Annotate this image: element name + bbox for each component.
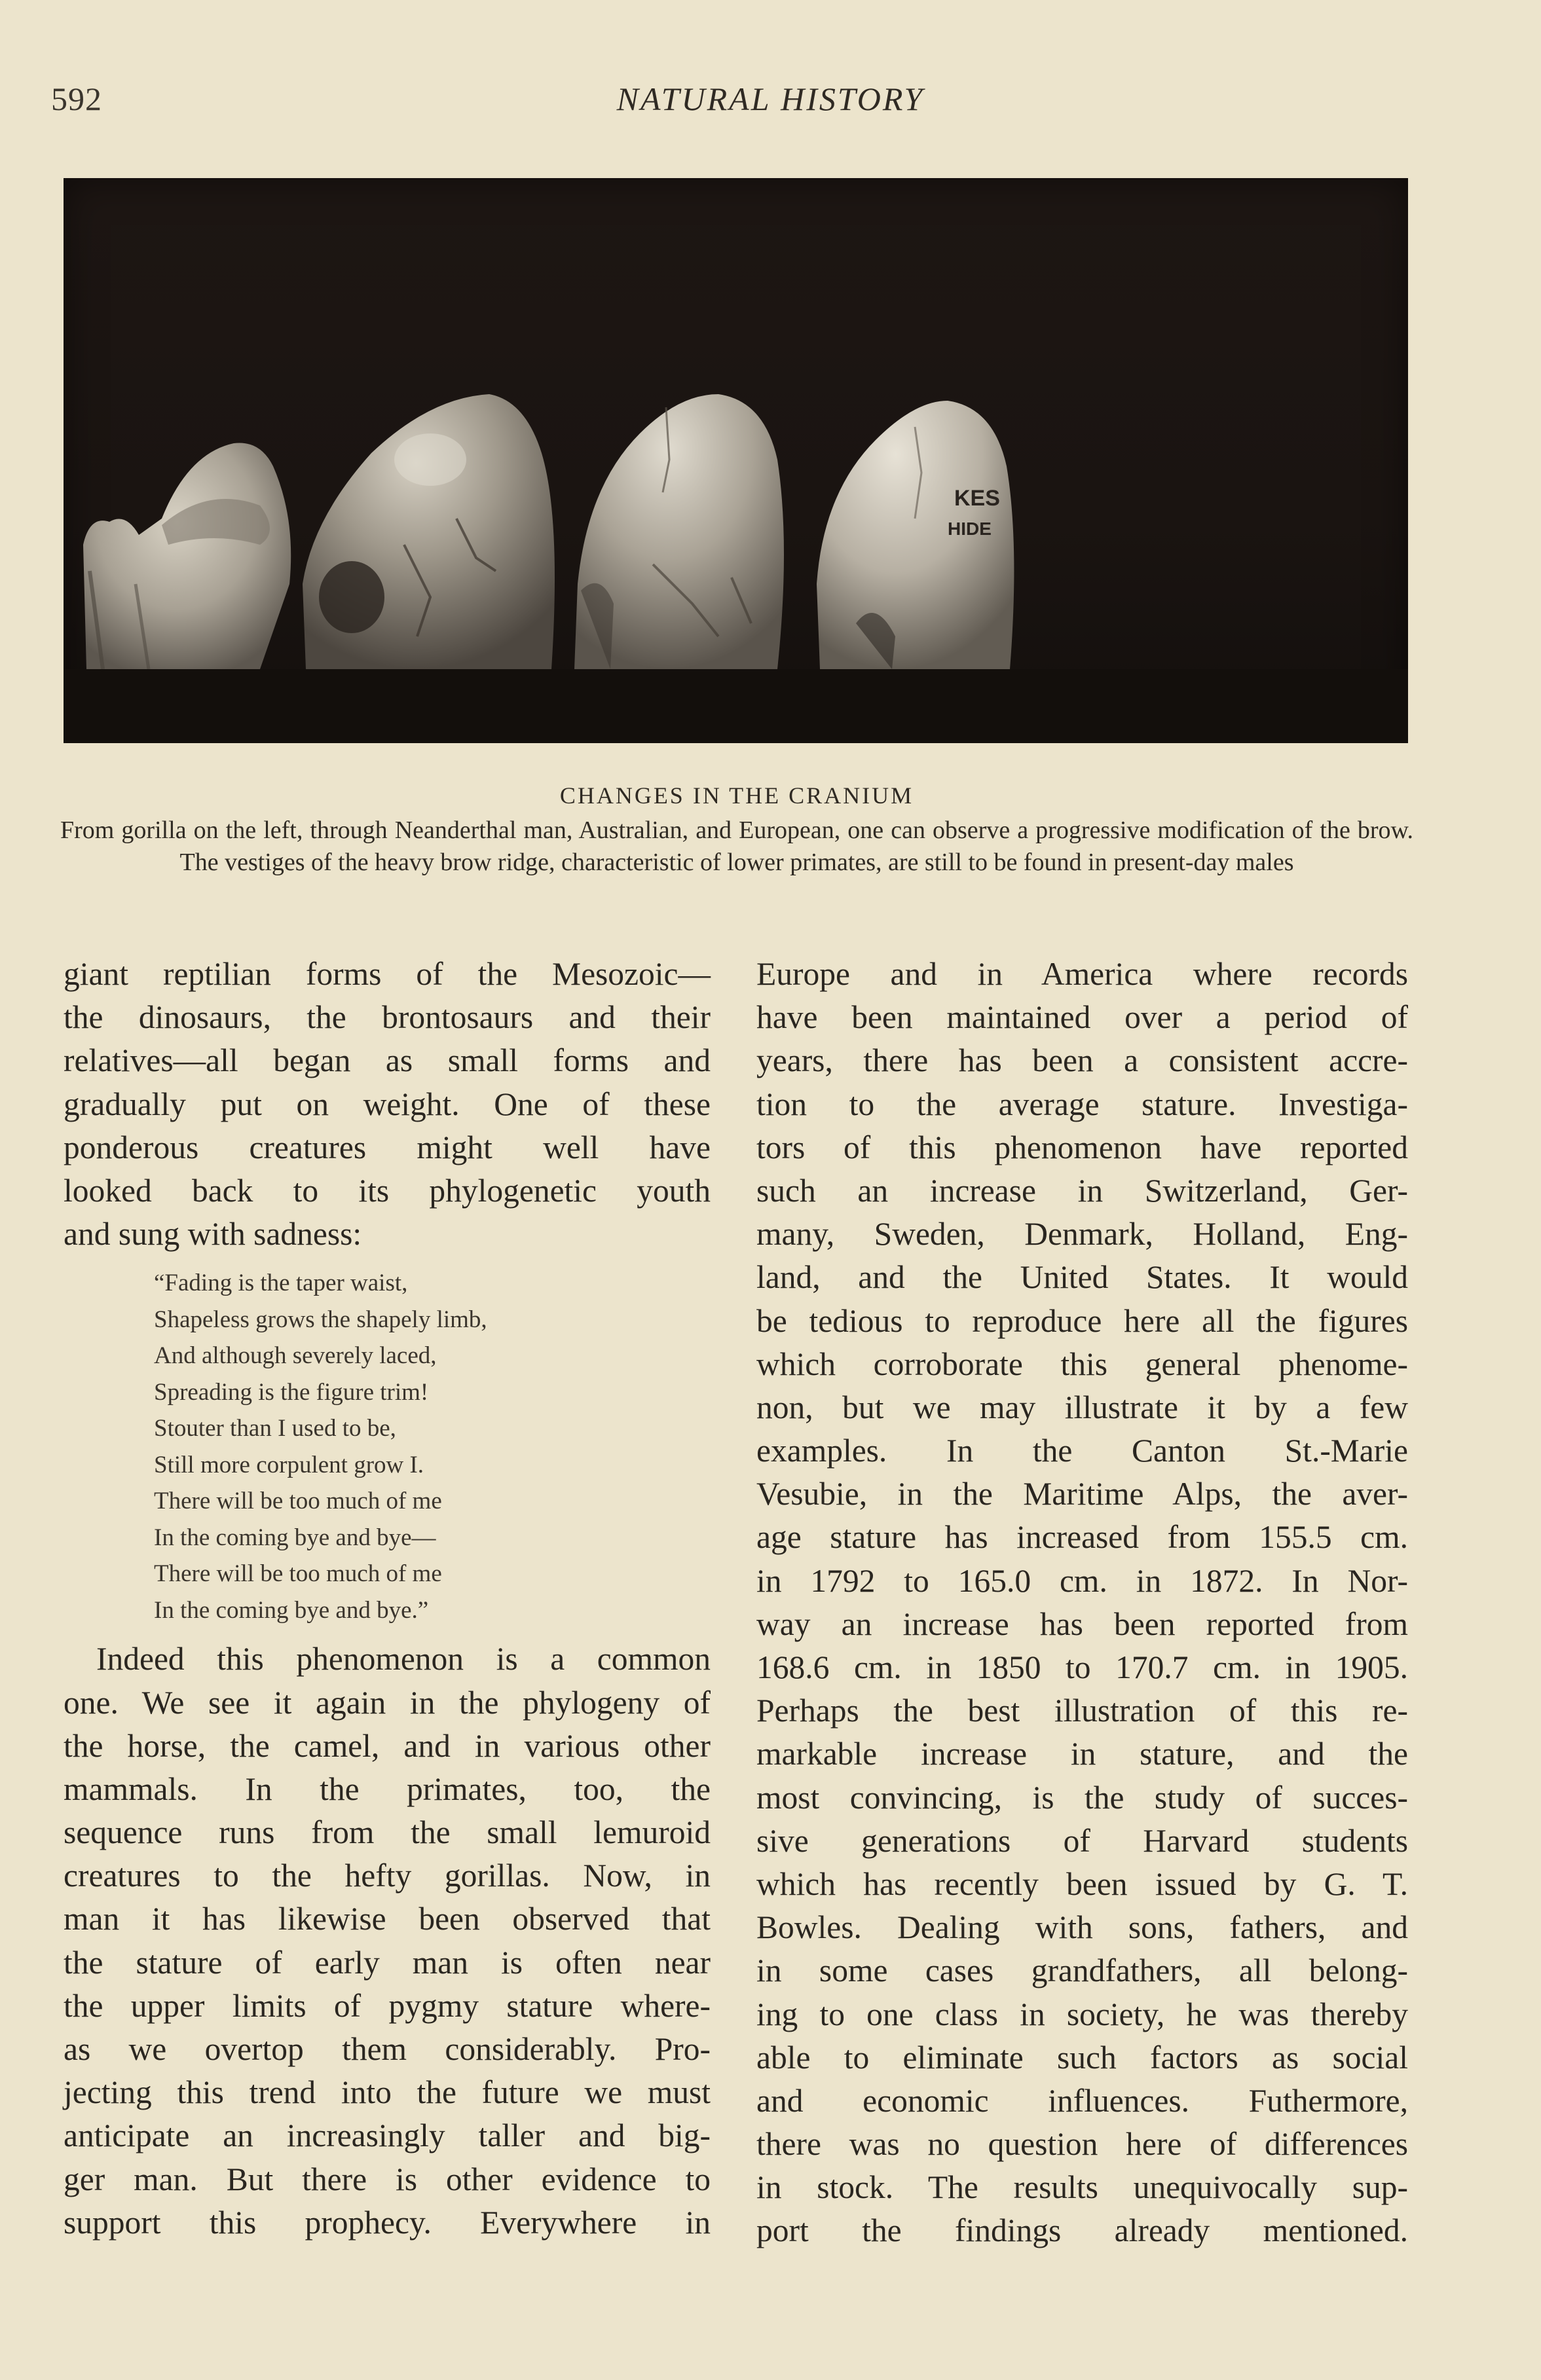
- text-line: one. We see it again in the phylogeny of: [64, 1684, 711, 1721]
- text-line: years, there has been a consistent accre-: [756, 1042, 1408, 1079]
- poem-line: Shapeless grows the shapely limb,: [154, 1306, 487, 1333]
- text-line: and sung with sadness:: [64, 1216, 362, 1253]
- text-line: Indeed this phenomenon is a common: [96, 1641, 711, 1677]
- text-line: the horse, the camel, and in various other: [64, 1727, 711, 1764]
- european-skull: [817, 401, 1014, 669]
- gorilla-skull: [83, 443, 291, 669]
- text-line: in 1792 to 165.0 cm. in 1872. In Nor-: [756, 1562, 1408, 1599]
- text-line: and economic influences. Futhermore,: [756, 2082, 1408, 2119]
- text-line: looked back to its phylogenetic youth: [64, 1172, 711, 1209]
- text-line: giant reptilian forms of the Mesozoic—: [64, 956, 711, 992]
- neanderthal-skull: [303, 394, 555, 669]
- left-column: [64, 953, 711, 2244]
- text-line: tors of this phenomenon have reported: [756, 1129, 1408, 1165]
- skull-label-hide: HIDE: [948, 519, 992, 539]
- text-line: ger man. But there is other evidence to: [64, 2161, 711, 2197]
- text-line: Europe and in America where records: [756, 956, 1408, 992]
- poem-line: There will be too much of me: [154, 1488, 442, 1515]
- poem-line: There will be too much of me: [154, 1560, 442, 1588]
- text-line: which has recently been issued by G. T.: [756, 1865, 1408, 1902]
- text-line: age stature has increased from 155.5 cm.: [756, 1519, 1408, 1556]
- text-line: anticipate an increasingly taller and big-: [64, 2117, 711, 2154]
- caption-title: CHANGES IN THE CRANIUM: [559, 782, 914, 809]
- text-line: Perhaps the best illustration of this re-: [756, 1693, 1408, 1729]
- australian-skull: [574, 394, 784, 669]
- text-line: gradually put on weight. One of these: [64, 1086, 711, 1122]
- text-line: jecting this trend into the future we must: [64, 2074, 711, 2111]
- poem-quote: [154, 1265, 711, 1628]
- text-line: relatives—all began as small forms and: [64, 1042, 711, 1079]
- text-line: ponderous creatures might well have: [64, 1129, 711, 1165]
- poem-line: Spreading is the figure trim!: [154, 1378, 429, 1406]
- cranium-photograph: [64, 178, 1408, 743]
- text-line: Vesubie, in the Maritime Alps, the aver-: [756, 1476, 1408, 1512]
- text-line: non, but we may illustrate it by a few: [756, 1389, 1408, 1425]
- text-line: such an increase in Switzerland, Ger-: [756, 1172, 1408, 1209]
- page-number: 592: [51, 81, 102, 117]
- text-line: port the findings already mentioned.: [756, 2212, 1408, 2249]
- text-line: way an increase has been reported from: [756, 1605, 1408, 1642]
- text-line: man it has likewise been observed that: [64, 1901, 711, 1937]
- text-line: there was no question here of differences: [756, 2126, 1408, 2163]
- skull-label-kes: KES: [954, 486, 1000, 511]
- caption-body: From gorilla on the left, through Neanderthal man, Australian, and European, one can observe a progressive modification of the brow. The vestiges of the heavy brow ridge, characteristic of lower primates, are still to be found in present-day males: [60, 816, 1413, 876]
- skulls-illustration: [64, 178, 1408, 743]
- text-line: examples. In the Canton St.-Marie: [756, 1433, 1408, 1469]
- text-line: as we overtop them considerably. Pro-: [64, 2031, 711, 2067]
- text-line: the upper limits of pygmy stature where-: [64, 1987, 711, 2024]
- text-line: ing to one class in society, he was thereby: [756, 1996, 1408, 2032]
- text-line: in some cases grandfathers, all belong-: [756, 1952, 1408, 1989]
- poem-line: Stouter than I used to be,: [154, 1415, 396, 1442]
- poem-line: Still more corpulent grow I.: [154, 1451, 424, 1478]
- text-line: mammals. In the primates, too, the: [64, 1770, 711, 1807]
- text-line: able to eliminate such factors as social: [756, 2039, 1408, 2076]
- running-title: NATURAL HISTORY: [616, 81, 925, 117]
- text-line: in stock. The results unequivocally sup-: [756, 2169, 1408, 2206]
- right-column: [756, 953, 1408, 2253]
- text-line: Bowles. Dealing with sons, fathers, and: [756, 1909, 1408, 1946]
- text-line: support this prophecy. Everywhere in: [64, 2204, 711, 2241]
- text-line: the dinosaurs, the brontosaurs and their: [64, 999, 711, 1036]
- text-line: creatures to the hefty gorillas. Now, in: [64, 1858, 711, 1894]
- text-line: which corroborate this general phenome-: [756, 1346, 1408, 1382]
- text-line: the stature of early man is often near: [64, 1944, 711, 1981]
- text-line: be tedious to reproduce here all the figures: [756, 1302, 1408, 1339]
- text-line: most convincing, is the study of succes-: [756, 1779, 1408, 1816]
- poem-line: “Fading is the taper waist,: [154, 1270, 408, 1297]
- poem-line: And although severely laced,: [154, 1342, 437, 1370]
- text-line: tion to the average stature. Investiga-: [756, 1086, 1408, 1122]
- poem-line: In the coming bye and bye—: [154, 1524, 436, 1551]
- text-line: 168.6 cm. in 1850 to 170.7 cm. in 1905.: [756, 1649, 1408, 1685]
- text-line: sive generations of Harvard students: [756, 1822, 1408, 1859]
- figure-caption: [59, 779, 1415, 879]
- text-line: land, and the United States. It would: [756, 1259, 1408, 1296]
- text-line: have been maintained over a period of: [756, 999, 1408, 1036]
- poem-line: In the coming bye and bye.”: [154, 1596, 429, 1624]
- text-line: many, Sweden, Denmark, Holland, Eng-: [756, 1216, 1408, 1253]
- text-line: markable increase in stature, and the: [756, 1736, 1408, 1772]
- text-line: sequence runs from the small lemuroid: [64, 1814, 711, 1851]
